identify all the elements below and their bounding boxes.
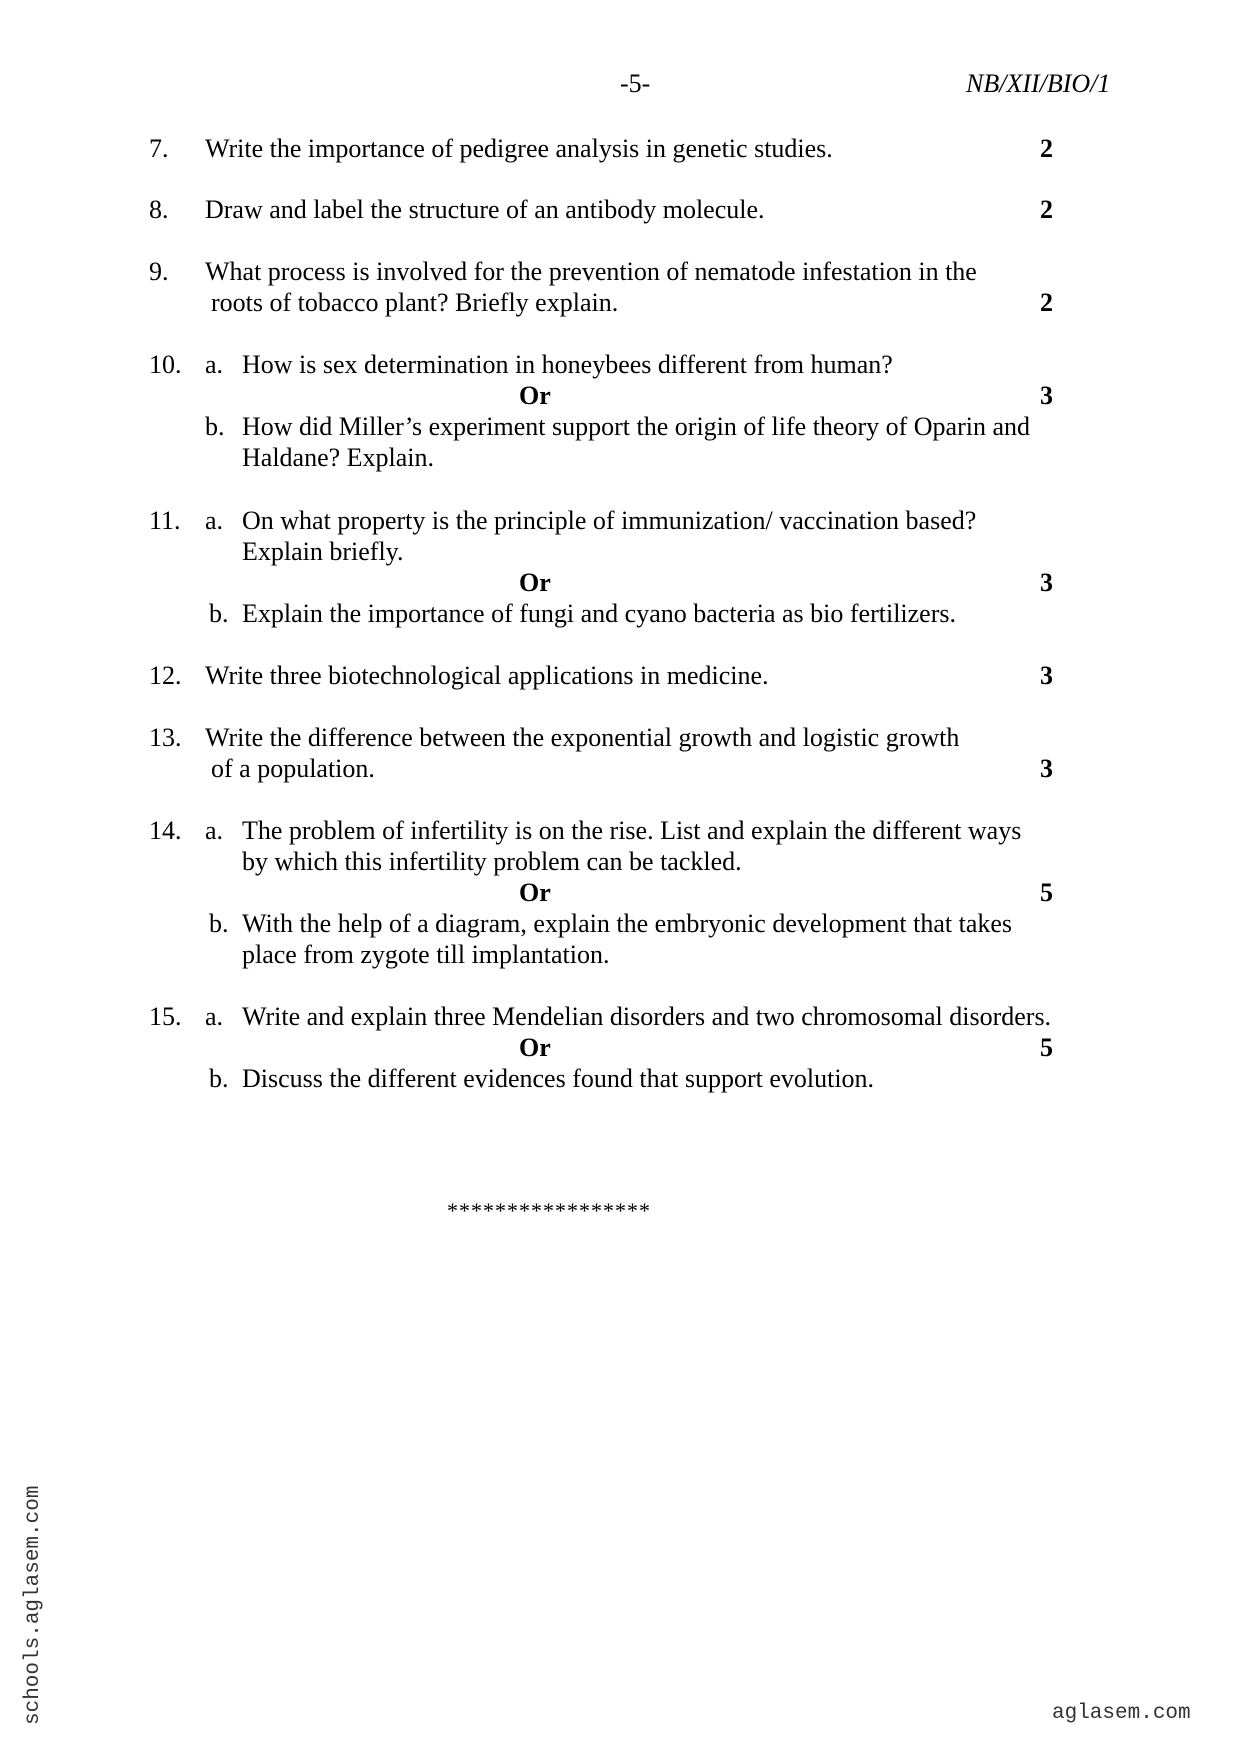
option-text: Discuss the different evidences found that support evolution. [242, 1064, 875, 1093]
option-label: a. [205, 1002, 224, 1031]
side-watermark: schools.aglasem.com [22, 1485, 45, 1725]
question-number: 10. [149, 350, 182, 379]
question-text: What process is involved for the prevention of nematode infestation in the [205, 257, 977, 286]
or-separator: Or [519, 381, 551, 410]
question-text: roots of tobacco plant? Briefly explain. [211, 288, 619, 317]
question-number: 8. [149, 195, 169, 224]
question-number: 14. [149, 816, 182, 845]
option-label: b. [209, 909, 229, 938]
option-label: b. [205, 412, 225, 441]
question-text: Write three biotechnological applications in medicine. [205, 661, 769, 690]
option-text: How is sex determination in honeybees different from human? [242, 350, 893, 379]
option-text: place from zygote till implantation. [242, 940, 610, 969]
bottom-watermark: aglasem.com [1052, 1702, 1191, 1725]
page-number: -5- [620, 69, 651, 98]
question-marks: 2 [1040, 288, 1053, 317]
option-text: How did Miller’s experiment support the origin of life theory of Oparin and [242, 412, 1031, 441]
option-label: a. [205, 506, 224, 535]
end-of-paper-marker: ***************** [447, 1198, 651, 1223]
paper-code: NB/XII/BIO/1 [966, 69, 1111, 98]
question-number: 7. [149, 134, 169, 163]
option-label: a. [205, 350, 224, 379]
option-text: Explain briefly. [242, 537, 404, 566]
question-number: 12. [149, 661, 182, 690]
option-text: On what property is the principle of immunization/ vaccination based? [242, 506, 977, 535]
question-text: Draw and label the structure of an antibody molecule. [205, 195, 765, 224]
question-marks: 2 [1040, 134, 1053, 163]
option-label: b. [209, 599, 229, 628]
question-number: 15. [149, 1002, 182, 1031]
question-number: 11. [149, 506, 181, 535]
or-separator: Or [519, 1033, 551, 1062]
question-marks: 3 [1040, 568, 1053, 597]
option-text: by which this infertility problem can be tackled. [242, 847, 742, 876]
option-text: With the help of a diagram, explain the embryonic development that takes [242, 909, 1013, 938]
option-text: Haldane? Explain. [242, 443, 435, 472]
option-text: The problem of infertility is on the rise. List and explain the different ways [242, 816, 1022, 845]
question-text: Write the importance of pedigree analysis in genetic studies. [205, 134, 833, 163]
option-label: a. [205, 816, 224, 845]
question-number: 13. [149, 723, 182, 752]
question-text: of a population. [211, 754, 375, 783]
option-label: b. [209, 1064, 229, 1093]
question-marks: 5 [1040, 878, 1053, 907]
or-separator: Or [519, 878, 551, 907]
question-text: Write the difference between the exponential growth and logistic growth [205, 723, 960, 752]
option-text: Write and explain three Mendelian disorders and two chromosomal disorders. [242, 1002, 1052, 1031]
question-marks: 3 [1040, 661, 1053, 690]
question-marks: 3 [1040, 754, 1053, 783]
or-separator: Or [519, 568, 551, 597]
question-marks: 2 [1040, 195, 1053, 224]
question-marks: 3 [1040, 381, 1053, 410]
option-text: Explain the importance of fungi and cyano bacteria as bio fertilizers. [242, 599, 956, 628]
question-number: 9. [149, 257, 169, 286]
question-marks: 5 [1040, 1033, 1053, 1062]
